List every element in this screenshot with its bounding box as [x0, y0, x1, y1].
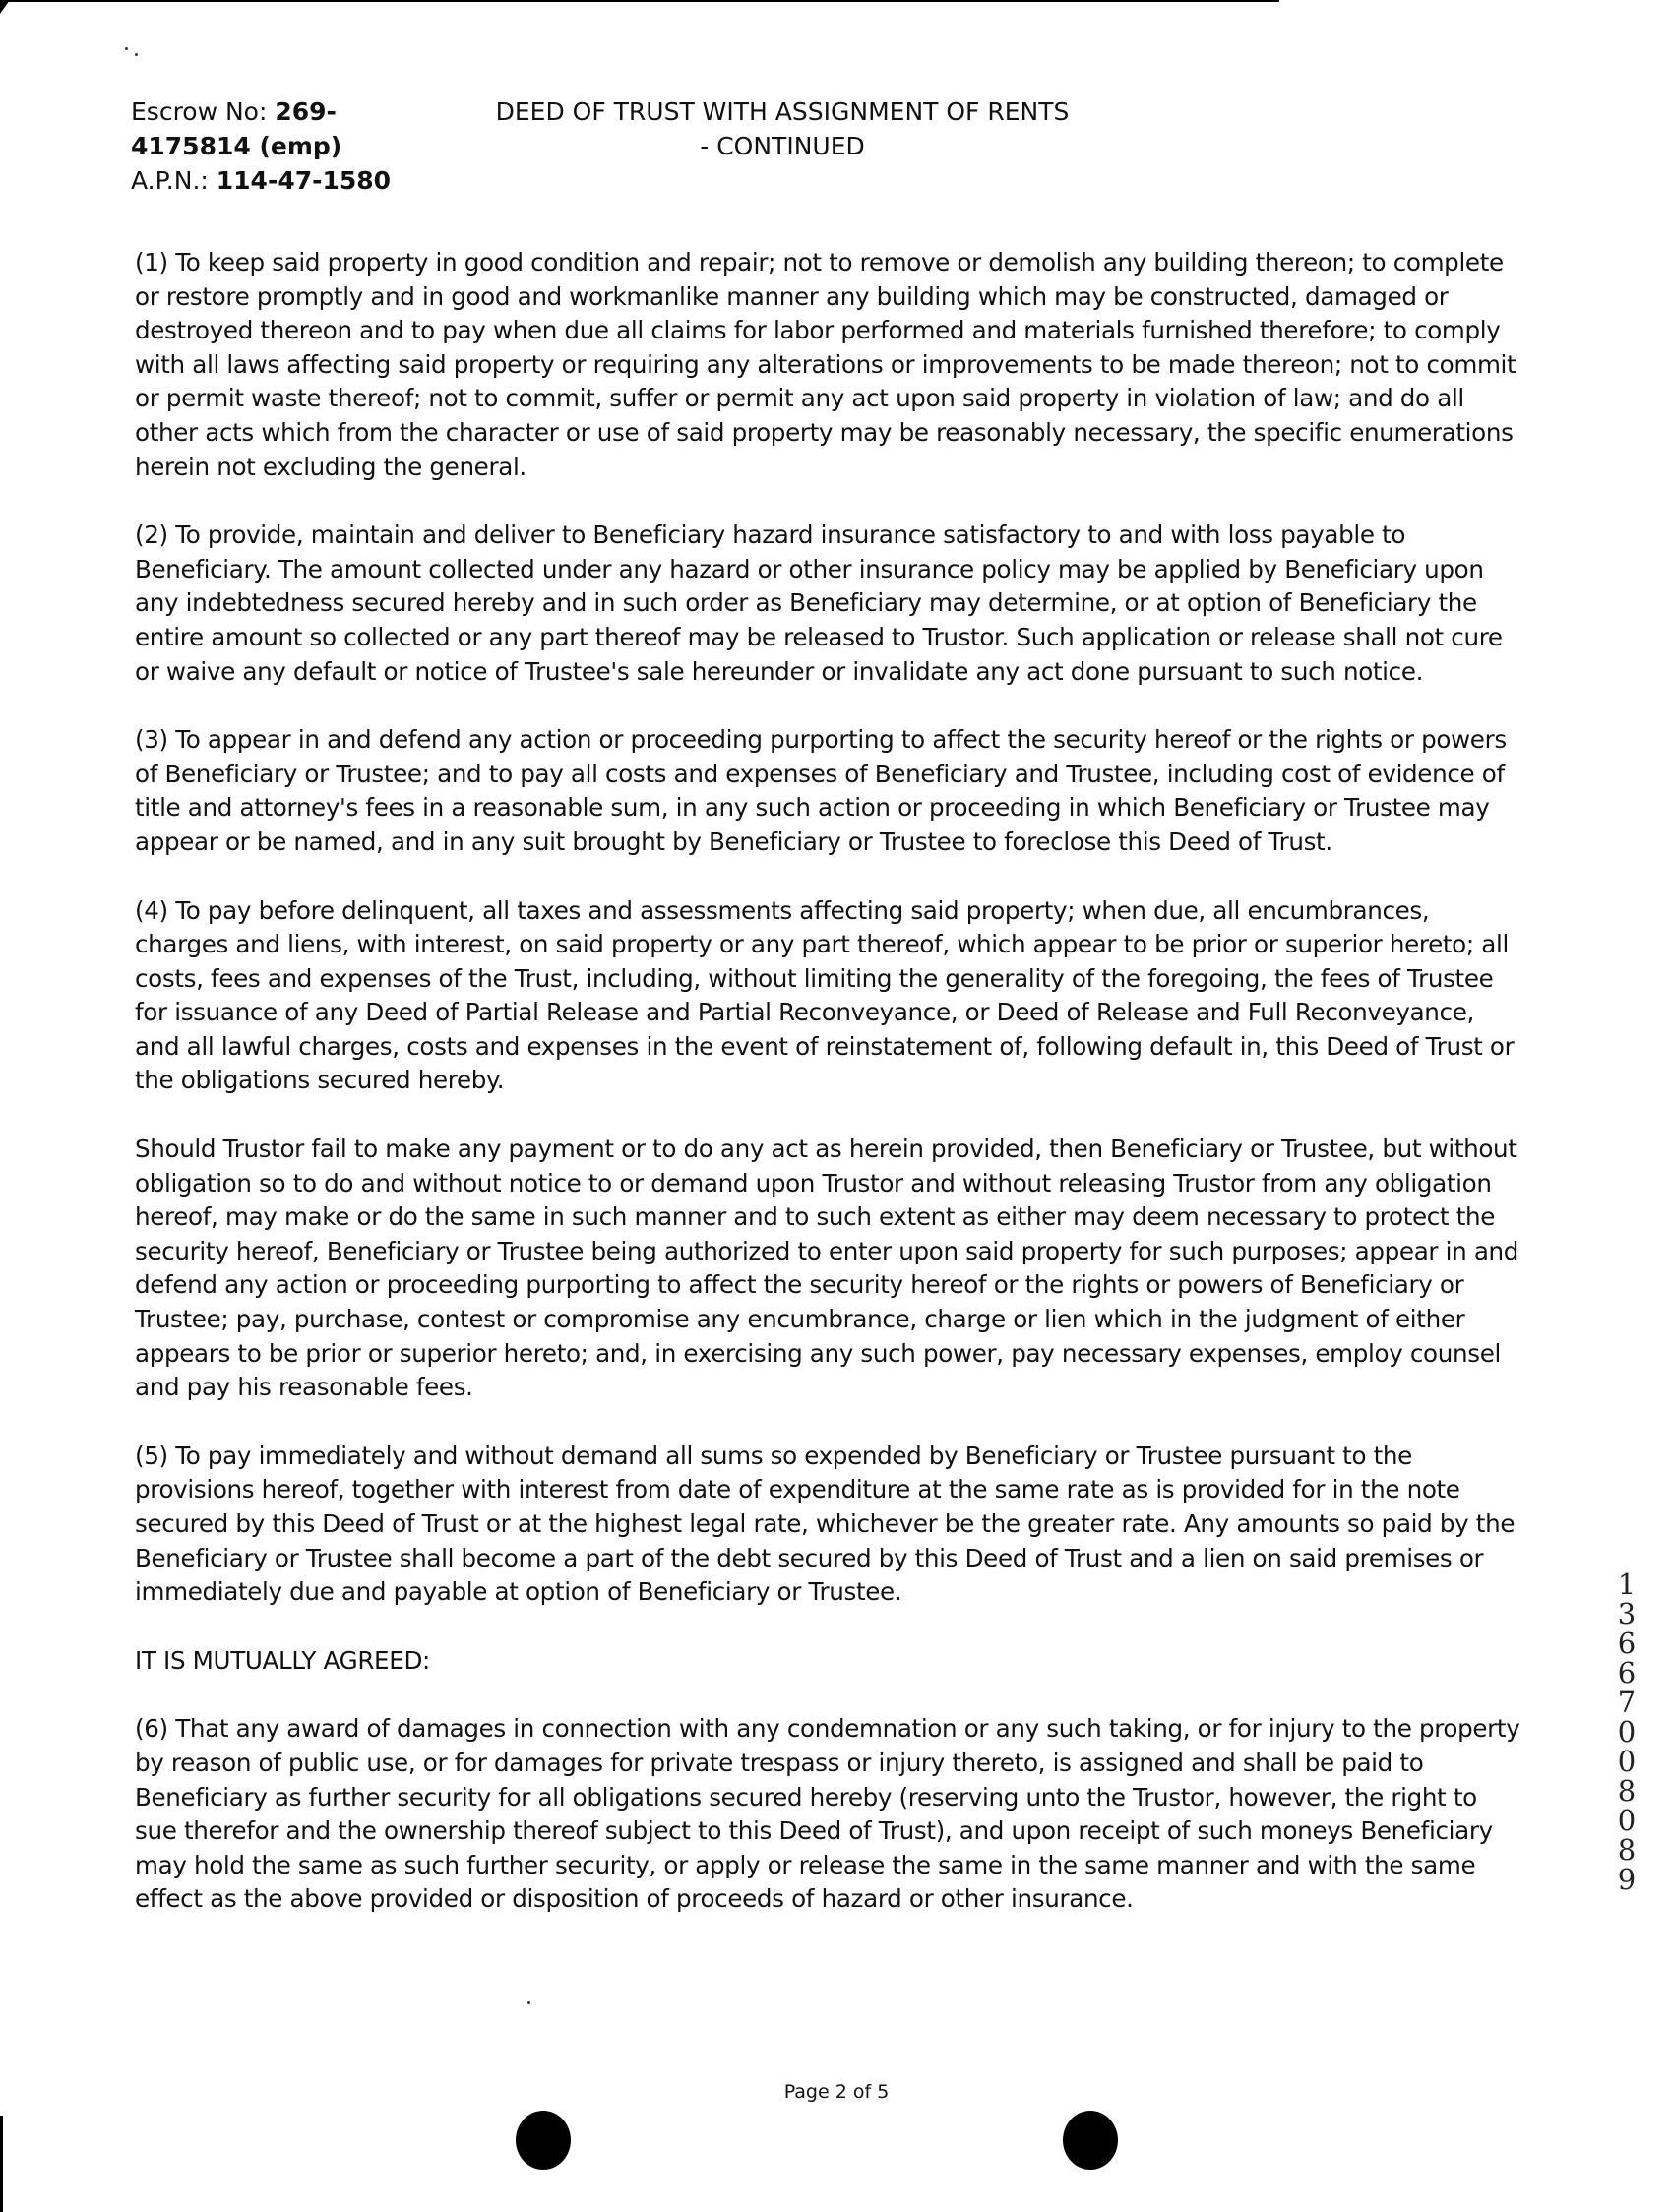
- apn-line: [131, 163, 426, 198]
- margin-recording-number: 13667 008089: [1617, 1567, 1637, 1896]
- escrow-number-part2: 4175814 (emp): [131, 132, 342, 160]
- scan-corner-mark: [0, 0, 10, 14]
- mutually-agreed-heading: IT IS MUTUALLY AGREED:: [135, 1645, 430, 1675]
- scan-speck: [125, 47, 128, 50]
- punch-hole-left: [516, 2111, 571, 2170]
- document-header-left: [131, 94, 426, 198]
- paragraph-6: (6) That any award of damages in connection with any condemnation or any such taking, or for injury to the property by reason of public use, or for damages for private trespass or injury thereto, is assigned and shall be paid to Beneficiary as further security for all obligations secured hereby (reserving unto the Trustor, however, the right to sue therefor and the ownership thereof subject to this Deed of Trust), and upon receipt of such moneys Beneficiary may hold the same as such further security, or apply or release the same in the same manner and with the same effect as the above provided or disposition of proceeds of hazard or other insurance.: [135, 1714, 1520, 1914]
- scan-border-left: [0, 2116, 3, 2212]
- apn-label: A.P.N.:: [131, 166, 217, 195]
- escrow-line: [131, 94, 426, 129]
- escrow-number-line: [131, 129, 426, 163]
- title-line-2: - CONTINUED: [700, 132, 865, 160]
- scan-speck: [527, 2001, 530, 2004]
- escrow-label: Escrow No:: [131, 97, 276, 126]
- scan-speck: [135, 53, 138, 56]
- page-number: Page 2 of 5: [783, 2081, 890, 2103]
- apn-value: 114-47-1580: [216, 166, 392, 195]
- paragraph-4: (4) To pay before delinquent, all taxes and assessments affecting said property; when due, all encumbrances, charges and liens, with interest, on said property or any part thereof, which appear to be prior or superior hereto; all costs, fees and expenses of the Trust, including, without limiting the generality of the foregoing, the fees of Trustee for issuance of any Deed of Partial Release and Partial Reconveyance, or Deed of Release and Full Reconveyance, and all lawful charges, costs and expenses in the event of reinstatement of, following default in, this Deed of Trust or the obligations secured hereby.: [135, 895, 1515, 1095]
- paragraph-2: (2) To provide, maintain and deliver to Beneficiary hazard insurance satisfactory to and with loss payable to Beneficiary. The amount collected under any hazard or other insurance policy may be applied by Beneficiary upon any indebtedness secured hereby and in such order as Beneficiary may determine, or at option of Beneficiary the entire amount so collected or any part thereof may be released to Trustor. Such application or release shall not cure or waive any default or notice of Trustee's sale hereunder or invalidate any act done pursuant to such notice.: [135, 521, 1503, 686]
- scan-border-top: [0, 0, 1279, 2]
- paragraph-3: (3) To appear in and defend any action or proceeding purporting to affect the security hereof or the rights or powers of Beneficiary or Trustee; and to pay all costs and expenses of Beneficiary and Trustee, including cost of evidence of title and attorney's fees in a reasonable sum, in any such action or proceeding in which Beneficiary or Trustee may appear or be named, and in any suit brought by Beneficiary or Trustee to foreclose this Deed of Trust.: [135, 725, 1507, 856]
- document-title: [433, 94, 1132, 163]
- paragraph-trustor-failure: Should Trustor fail to make any payment or to do any act as herein provided, then Beneficiary or Trustee, but without obligation so to do and without notice to or demand upon Trustor and without releasing Trustor from any obligation hereof, may make or do the same in such manner and to such extent as either may deem necessary to protect the security hereof, Beneficiary or Trustee being authorized to enter upon said property for such purposes; appear in and defend any action or proceeding purporting to affect the security hereof or the rights or powers of Beneficiary or Trustee; pay, purchase, contest or compromise any encumbrance, charge or lien which in the judgment of either appears to be prior or superior hereto; and, in exercising any such power, pay necessary expenses, employ counsel and pay his reasonable fees.: [135, 1135, 1519, 1402]
- punch-hole-right: [1063, 2111, 1118, 2170]
- paragraph-1: (1) To keep said property in good condition and repair; not to remove or demolish any building thereon; to complete or restore promptly and in good and workmanlike manner any building which may be constructed, damaged or destroyed thereon and to pay when due all claims for labor performed and materials furnished therefore; to comply with all laws affecting said property or requiring any alterations or improvements to be made thereon; not to commit or permit waste thereof; not to commit, suffer or permit any act upon said property in violation of law; and do all other acts which from the character or use of said property may be reasonably necessary, the specific enumerations herein not excluding the general.: [135, 248, 1516, 481]
- escrow-number-part1: 269-: [275, 97, 337, 126]
- paragraph-5: (5) To pay immediately and without demand all sums so expended by Beneficiary or Trustee pursuant to the provisions hereof, together with interest from date of expenditure at the same rate as is provided for in the note secured by this Deed of Trust or at the highest legal rate, whichever be the greater rate. Any amounts so paid by the Beneficiary or Trustee shall become a part of the debt secured by this Deed of Trust and a lien on said premises or immediately due and payable at option of Beneficiary or Trustee.: [135, 1441, 1516, 1607]
- document-body: [135, 246, 1522, 1951]
- title-line-1: DEED OF TRUST WITH ASSIGNMENT OF RENTS: [495, 97, 1070, 126]
